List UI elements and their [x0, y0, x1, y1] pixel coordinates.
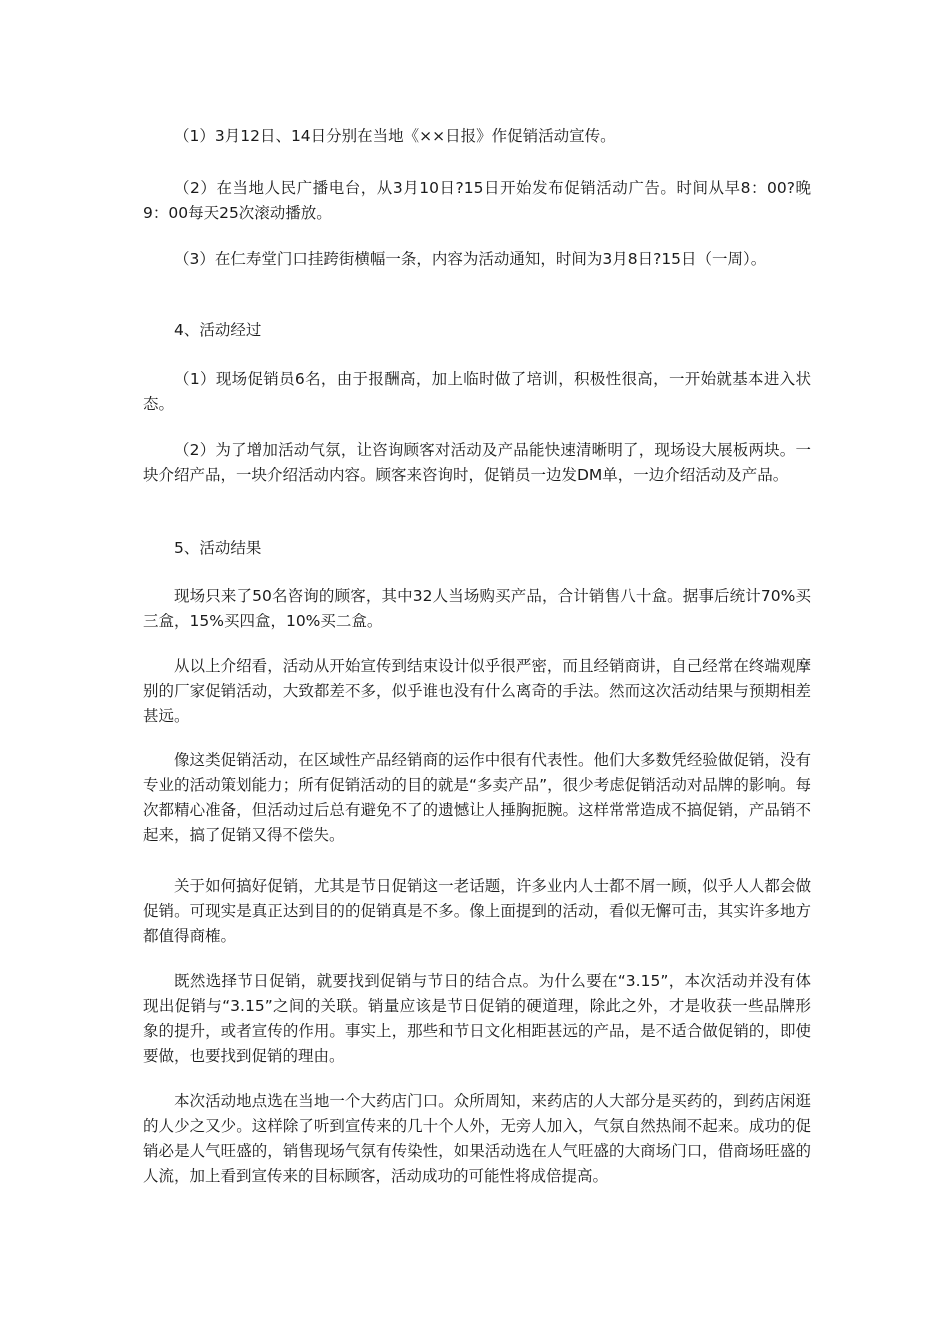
paragraph-analysis-holiday-topic: 关于如何搞好促销，尤其是节日促销这一老话题，许多业内人士都不屑一顾，似乎人人都会做促销。可现实是真正达到目的的促销真是不多。像上面提到的活动，看似无懈可击，其实许多地方都值得商榷。 [143, 877, 811, 945]
paragraph-analysis-regional: 像这类促销活动，在区域性产品经销商的运作中很有代表性。他们大多数凭经验做促销，没有专业的活动策划能力；所有促销活动的目的就是“多卖产品”，很少考虑促销活动对品牌的影响。每次都精心准备，但活动过后总有避免不了的遗憾让人捶胸扼腕。这样常常造成不搞促销，产品销不起来，搞了促销又得不偿失。 [143, 751, 811, 844]
section-heading-activity-results: 5、活动结果 [174, 539, 262, 557]
paragraph-analysis-location: 本次活动地点选在当地一个大药店门口。众所周知，来药店的人大部分是买药的，到药店闲逛的人少之又少。这样除了听到宣传来的几十个人外，无旁人加入，气氛自然热闹不起来。成功的促销必是人气旺盛的，销售现场气氛有传染性，如果活动选在人气旺盛的大商场门口，借商场旺盛的人流，加上看到宣传来的目标顾客，活动成功的可能性将成倍提高。 [143, 1092, 811, 1185]
paragraph-analysis-intro: 从以上介绍看，活动从开始宣传到结束设计似乎很严密，而且经销商讲，自己经常在终端观摩别的厂家促销活动，大致都差不多，似乎谁也没有什么离奇的手法。然而这次活动结果与预期相差甚远。 [143, 657, 811, 725]
paragraph-process-staff: （1）现场促销员6名，由于报酬高，加上临时做了培训，积极性很高，一开始就基本进入状态。 [143, 370, 811, 413]
section-heading-activity-process: 4、活动经过 [174, 321, 262, 339]
paragraph-process-display-boards: （2）为了增加活动气氛，让咨询顾客对活动及产品能快速清晰明了，现场设大展板两块。一块介绍产品，一块介绍活动内容。顾客来咨询时，促销员一边发DM单，一边介绍活动及产品。 [143, 441, 811, 484]
paragraph-analysis-holiday-link: 既然选择节日促销，就要找到促销与节日的结合点。为什么要在“3.15”，本次活动并没有体现出促销与“3.15”之间的关联。销量应该是节日促销的硬道理，除此之外，才是收获一些品牌形象的提升，或者宣传的作用。事实上，那些和节日文化相距甚远的产品，是不适合做促销的，即使要做，也要找到促销的理由。 [143, 972, 811, 1065]
paragraph-publicity-radio: （2）在当地人民广播电台，从3月10日?15日开始发布促销活动广告。时间从早8：00?晚9：00每天25次滚动播放。 [143, 179, 811, 222]
paragraph-publicity-banner: （3）在仁寿堂门口挂跨街横幅一条，内容为活动通知，时间为3月8日?15日（一周）。 [174, 250, 767, 268]
paragraph-publicity-newspaper: （1）3月12日、14日分别在当地《××日报》作促销活动宣传。 [174, 127, 616, 145]
paragraph-results-sales: 现场只来了50名咨询的顾客，其中32人当场购买产品，合计销售八十盒。据事后统计70%买三盒，15%买四盒，10%买二盒。 [143, 587, 811, 630]
